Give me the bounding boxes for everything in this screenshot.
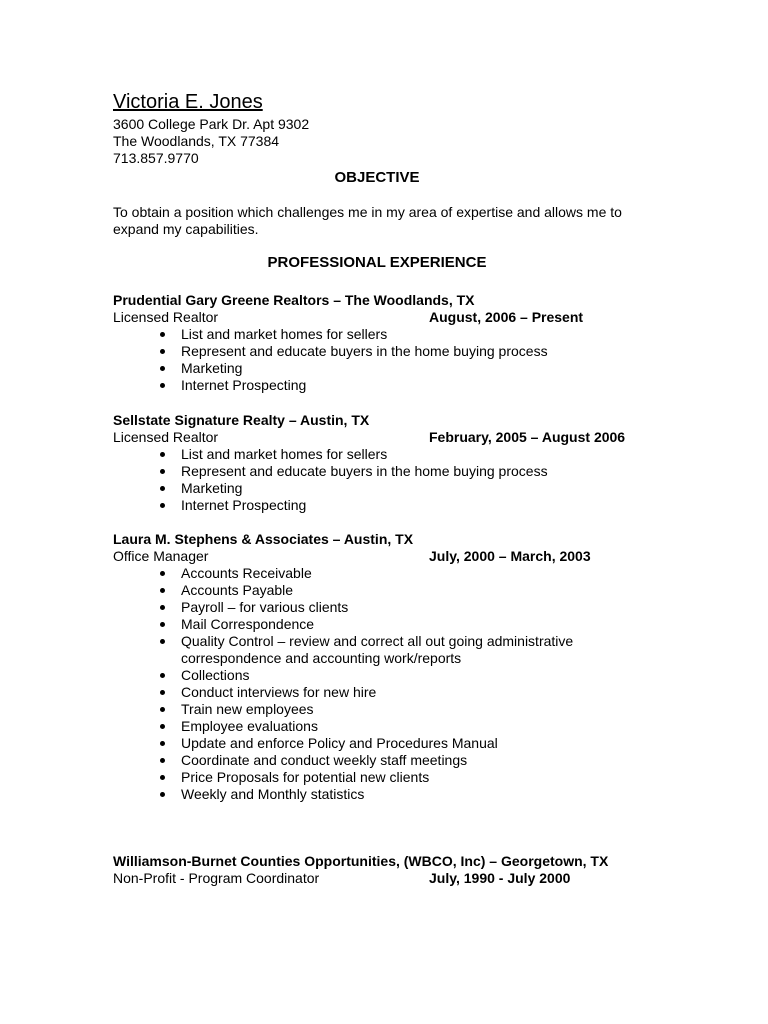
duty-list — [113, 326, 673, 394]
job-entry — [113, 412, 673, 514]
duty-item: Represent and educate buyers in the home buying process — [157, 463, 621, 480]
job-title-row — [113, 870, 673, 887]
company-name: Laura M. Stephens & Associates – Austin, TX — [113, 531, 414, 547]
duty-item: Train new employees — [157, 701, 621, 718]
duty-item: Mail Correspondence — [157, 616, 621, 633]
objective-text: To obtain a position which challenges me in my area of expertise and allows me to expand my capabilities. — [113, 204, 622, 237]
duty-item: Marketing — [157, 480, 621, 497]
duty-item: Quality Control – review and correct all out going administrative correspondence and accounting work/reports — [157, 633, 621, 667]
duty-item: Update and enforce Policy and Procedures Manual — [157, 735, 621, 752]
duty-item: Internet Prospecting — [157, 497, 621, 514]
duty-list — [113, 446, 673, 514]
duty-item: Price Proposals for potential new clients — [157, 769, 621, 786]
duty-item: Internet Prospecting — [157, 377, 621, 394]
job-title-row — [113, 429, 673, 446]
applicant-name: Victoria E. Jones — [113, 91, 263, 113]
duty-item: Payroll – for various clients — [157, 599, 621, 616]
job-dates: July, 1990 - July 2000 — [429, 870, 571, 886]
duty-item: Accounts Payable — [157, 582, 621, 599]
job-entry — [113, 853, 673, 887]
job-title: Non-Profit - Program Coordinator — [113, 870, 320, 886]
objective-heading: OBJECTIVE — [334, 169, 420, 186]
duty-list — [113, 565, 673, 803]
job-entry — [113, 292, 673, 394]
company-name: Williamson-Burnet Counties Opportunities, (WBCO, Inc) – Georgetown, TX — [113, 853, 609, 869]
experience-heading: PROFESSIONAL EXPERIENCE — [267, 254, 487, 271]
duty-item: Accounts Receivable — [157, 565, 621, 582]
duty-item: Marketing — [157, 360, 621, 377]
company-name: Sellstate Signature Realty – Austin, TX — [113, 412, 370, 428]
duty-item: Coordinate and conduct weekly staff meetings — [157, 752, 621, 769]
job-dates: February, 2005 – August 2006 — [429, 429, 626, 445]
job-title-row — [113, 309, 673, 326]
address-line-1: 3600 College Park Dr. Apt 9302 — [113, 116, 310, 132]
duty-item: List and market homes for sellers — [157, 446, 621, 463]
duty-item: Weekly and Monthly statistics — [157, 786, 621, 803]
job-dates: July, 2000 – March, 2003 — [429, 548, 591, 564]
duty-item: Employee evaluations — [157, 718, 621, 735]
duty-item: List and market homes for sellers — [157, 326, 621, 343]
phone-number: 713.857.9770 — [113, 150, 199, 166]
job-title: Licensed Realtor — [113, 429, 219, 445]
address-line-2: The Woodlands, TX 77384 — [113, 133, 280, 149]
job-title: Licensed Realtor — [113, 309, 219, 325]
resume-page — [113, 90, 673, 887]
duty-item: Represent and educate buyers in the home buying process — [157, 343, 621, 360]
job-entry — [113, 531, 673, 803]
duty-item: Collections — [157, 667, 621, 684]
duty-item: Conduct interviews for new hire — [157, 684, 621, 701]
company-name: Prudential Gary Greene Realtors – The Woodlands, TX — [113, 292, 475, 308]
job-title-row — [113, 548, 673, 565]
job-dates: August, 2006 – Present — [429, 309, 584, 325]
job-title: Office Manager — [113, 548, 209, 564]
